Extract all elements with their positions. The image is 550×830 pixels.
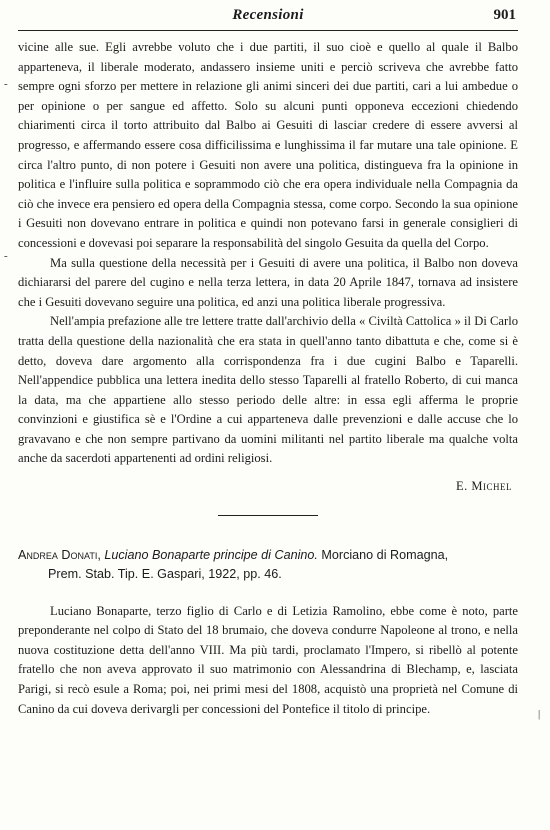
review2-bibliographic-heading (18, 546, 518, 584)
review2-place: Morciano di Romagna, (321, 547, 449, 562)
page-header (18, 2, 518, 31)
section-divider (218, 515, 318, 516)
review1-signature: E. Michel (456, 479, 512, 494)
review1-paragraph-1: vicine alle sue. Egli avrebbe voluto che i due partiti, il suo cioè e quello al quale il Balbo apparteneva, il liberale moderato, andassero insieme uniti e perciò scriveva che avrebbe fatto sempre ogni sforzo per mettere in relazione gli animi sinceri dei due partiti, cari a lui ambedue o per opinione o per sangue ed affetto. Solo su alcuni punti opponeva eccezioni chiedendo chiarimenti circa il torto attribuito dal Balbo ai Gesuiti di lasciar credere di essere avversi al progresso, e affermando essere cosa difficilissima e lunghissima il far mutare una tale opinione. E circa l'altro punto, di non potere i Gesuiti non avere una politica, distingueva fra la opinione in politica e l'influire sulla politica e soprammodo ciò che era opera individuale nella Compagnia da ciò che invece era pensiero ed opera della Compagnia stessa, come corpo. Secondo la sua opinione i Gesuiti non dovevano entrare in politica e quindi non potevano farsi in generale consiglieri di concessioni e dovevasi poi separare la responsabilità del singolo Gesuita da quella del Corpo. (18, 40, 518, 250)
review1-paragraph-2: Ma sulla questione della necessità per i Gesuiti di avere una politica, il Balbo non doveva dichiararsi del parere del cugino e nella terza lettera, in data 20 Aprile 1847, tornava ad insistere che i Gesuiti dovevano seguire una politica, ed anzi una politica liberale progressiva. (18, 255, 518, 309)
page-number: 901 (493, 7, 516, 23)
margin-mark: | (538, 708, 541, 720)
review2-author: Andrea Donati, (18, 547, 101, 562)
running-title: Recensioni (232, 7, 304, 23)
review2-book-title: Luciano Bonaparte principe di Canino. (104, 547, 318, 562)
review2-publisher: Prem. Stab. Tip. E. Gaspari, 1922, pp. 46. (48, 566, 282, 581)
page-body (18, 38, 518, 719)
margin-mark: - (4, 78, 8, 90)
margin-mark: - (4, 250, 8, 262)
review2-paragraph-1: Luciano Bonaparte, terzo figlio di Carlo e di Letizia Ramolino, ebbe come è noto, parte preponderante nel colpo di Stato del 18 brumaio, che doveva condurre Napoleone al trono, e nella nuova costituzione detta dell'anno VIII. Ma più tardi, proclamato l'Impero, si ribellò al potente fratello che non aveva approvato il suo matrimonio con Alessandrina di Blechamp, e, lasciata Parigi, si recò esule a Roma; poi, nei primi mesi del 1808, acquistò una proprietà nel Comune di Canino da cui doveva derivargli per concessioni del Pontefice il titolo di principe. (18, 603, 518, 716)
review1-paragraph-3: Nell'ampia prefazione alle tre lettere tratte dall'archivio della « Civiltà Cattolica » il Di Carlo tratta della questione della nazionalità che era stata in quell'anno tanto dibattuta e che, come si è detto, doveva dare argomento alla corrispondenza fra i due cugini Balbo e Taparelli. Nell'appendice pubblica una lettera inedita dello stesso Taparelli al fratello Roberto, di cui manca la data, ma che appartiene allo stesso periodo delle altre: in essa egli afferma le proprie convinzioni e giustifica sè e l'Ordine a cui apparteneva dalle prevenzioni e dalle accuse che lo gravavano e che non sempre partivano da uomini militanti nel partito liberale ma qualche volta anche da sacerdoti appartenenti ad ordini religiosi. (18, 314, 518, 466)
